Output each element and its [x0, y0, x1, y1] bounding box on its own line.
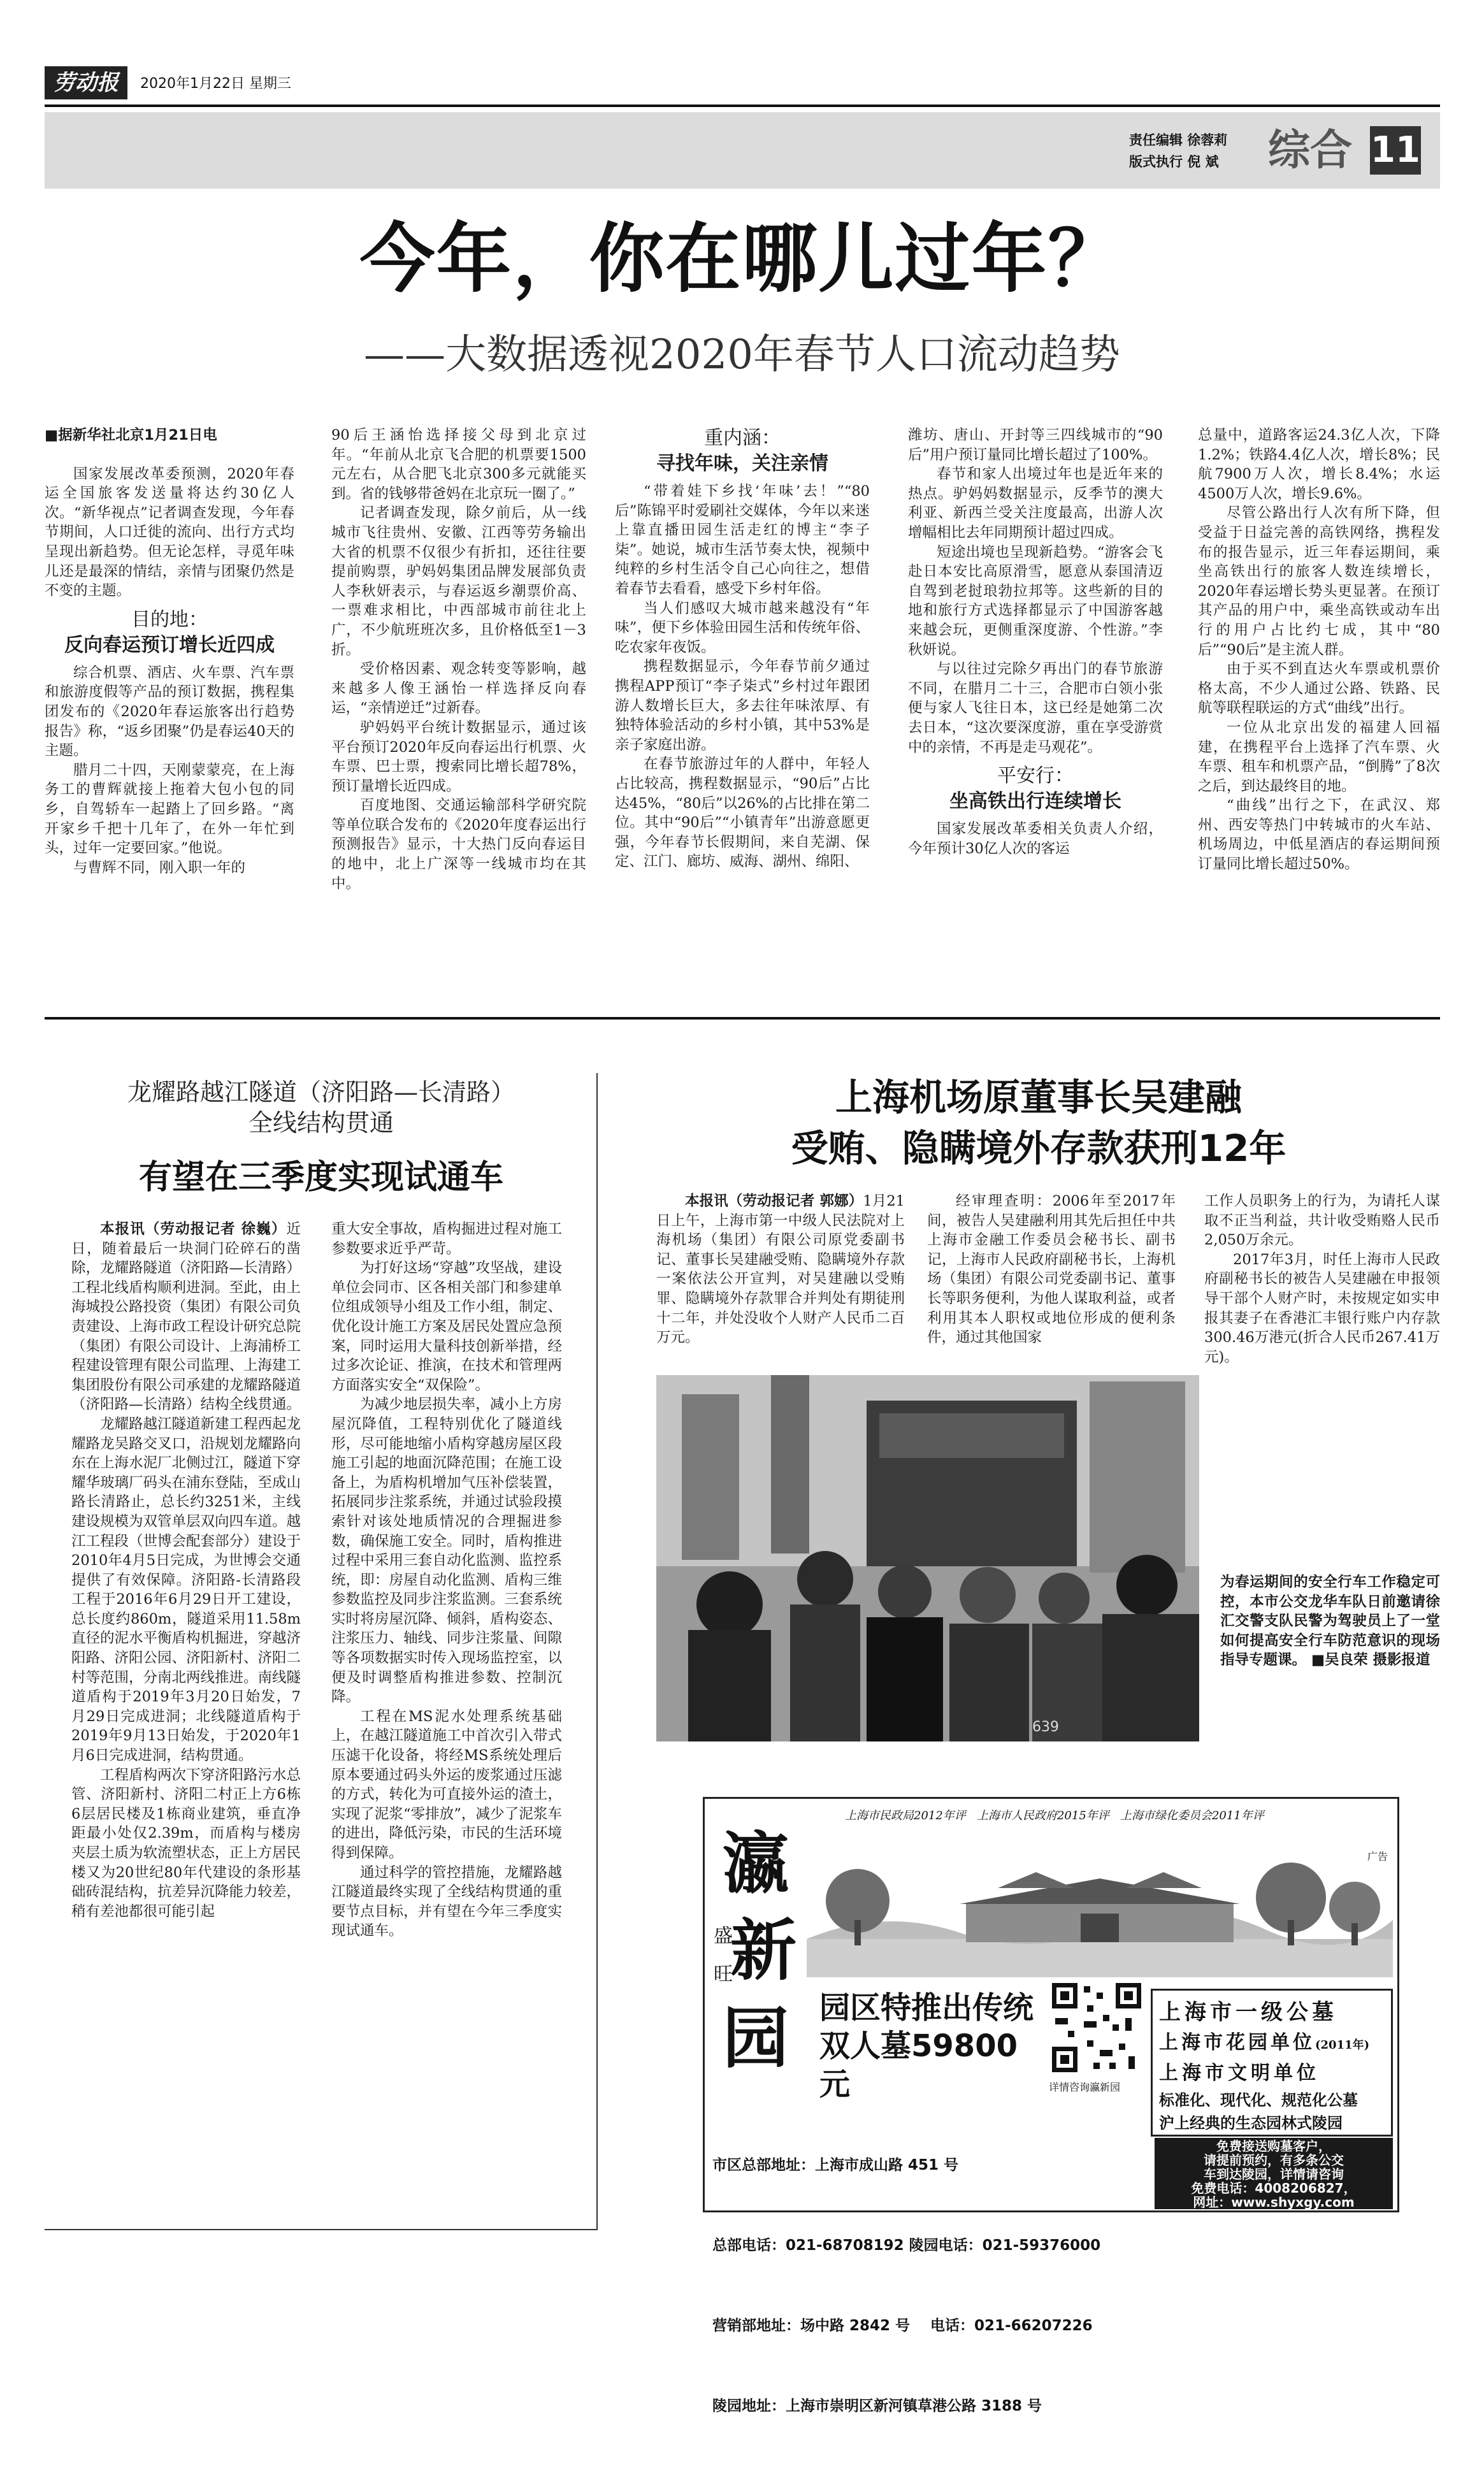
photo-caption	[1220, 1573, 1440, 1670]
lead-subtitle: ——大数据透视2020年春节人口流动趋势	[364, 331, 1120, 379]
lead-dateline: ■据新华社北京1月21日电	[45, 427, 217, 443]
lead-paragraph: 携程数据显示，今年春节前夕通过携程APP预订“李子柒式”乡村过年跟团游人数增长巨大，多去往年味浓厚、有独特体验活动的乡村小镇，其中53%是亲子家庭出游。	[615, 658, 870, 753]
lead-paragraph: 综合机票、酒店、火车票、汽车票和旅游度假等产品的预订数据，携程集团发布的《2020年春运旅客出行趋势报告》称，“返乡团聚”仍是春运40天的主题。	[45, 664, 294, 760]
tunnel-paragraph: 工程在MS泥水处理系统基础上，在越江隧道施工中首次引入带式压滤干化设备，将经MS系统处理后原本要通过码头外运的废浆通过压滤的方式，转化为可直接外运的渣土，实现了泥浆“零排放”，减少了泥浆车的进出，降低污染，市民的生活环境得到保障。	[331, 1708, 562, 1861]
ad-contacts	[712, 2098, 1152, 2473]
tunnel-column-2	[331, 1220, 562, 1941]
lead-paragraph: 记者调查发现，除夕前后，从一线城市飞往贵州、安徽、江西等劳务输出大省的机票不仅很少有折扣，还往往要提前购票，驴妈妈集团品牌发展部负责人李秋妍表示，与春运返乡潮票价高、一票难求相比，中西部城市前往北上广，不少航班班次多，且价格低至1－3折。	[331, 505, 586, 658]
lead-paragraph: 尽管公路出行人次有所下降，但受益于日益完善的高铁网络，携程发布的报告显示，近三年春运期间，乘坐高铁出行的旅客人数连续增长，2020年春运增长势头更显著。在预订其产品的用户中，乘坐高铁或动车出行的用户占比约七成，其中“80后”“90后”是主流人群。	[1198, 505, 1440, 658]
page-number: 11	[1370, 126, 1421, 175]
lead-title: 今年，你在哪儿过年？	[359, 215, 1125, 303]
masthead-logo: 劳动报	[45, 66, 127, 99]
lead-paragraph: “曲线”出行之下，在武汉、郑州、西安等热门中转城市的火车站、机场周边，中低星酒店的春运期间预订量同比增长超过50%。	[1198, 797, 1440, 873]
airport-column-1	[656, 1192, 905, 1348]
airport-headline-line-2: 受贿、隐瞒境外存款获刑12年	[791, 1127, 1286, 1170]
lead-column-4	[908, 426, 1163, 858]
ad-cemetery-address: 陵园地址：上海市崇明区新河镇草港公路 3188 号	[712, 2398, 1042, 2414]
lead-paragraph: 驴妈妈平台统计数据显示，通过该平台预订2020年反向春运出行机票、火车票、巴士票，搜索同比增长超78%，预订量增长近四成。	[331, 719, 586, 795]
ad-small-1: 盛	[714, 1925, 733, 1947]
airport-paragraph: 2017年3月，时任上海市人民政府副秘书长的被告人吴建融在申报领导干部个人财产时，未按规定如实申报其妻子在香港汇丰银行账户内存款300.46万港元(折合人民币267.41万元)。	[1204, 1251, 1440, 1366]
airport-byline: 本报讯（劳动报记者 郭娜）	[685, 1193, 863, 1209]
airport-paragraph: 工作人员职务上的行为，为请托人谋取不正当利益，共计收受贿赂人民币2,050万余元。	[1204, 1193, 1440, 1249]
ad-badge-1: 上海市一级公墓	[1159, 2000, 1337, 2025]
ad-service-1: 免费接送购墓客户，	[1216, 2138, 1331, 2154]
editor-line-2: 版式执行 倪 斌	[1129, 154, 1219, 169]
news-photo	[656, 1375, 1199, 1741]
tunnel-column-1	[71, 1220, 301, 1921]
airport-headline	[637, 1072, 1440, 1174]
masthead-rule	[45, 105, 1440, 107]
ad-slogan-1: 标准化、现代化、规范化公墓	[1159, 2091, 1358, 2109]
tunnel-kicker-line-2: 全线结构贯通	[248, 1109, 394, 1137]
tunnel-kicker	[45, 1077, 598, 1138]
subhead-connotation-label: 重内涵：	[704, 427, 781, 449]
ad-badge-3: 上海市文明单位	[1159, 2062, 1320, 2084]
ad-badges	[1151, 1989, 1393, 2137]
ad-cemetery-illustration	[807, 1843, 1393, 1977]
ad-small-2: 旺	[714, 1963, 733, 1986]
subhead-connotation-text: 寻找年味，关注亲情	[656, 452, 828, 475]
ad-name-3: 园	[723, 1999, 789, 2077]
section-name: 综合	[1268, 125, 1352, 175]
qr-label: 详情咨询瀛新园	[1049, 2081, 1121, 2093]
cemetery-ad	[703, 1797, 1399, 2414]
subhead-connotation	[615, 426, 870, 477]
subhead-safety-text: 坐高铁出行连续增长	[949, 790, 1121, 813]
ad-name-2: 新	[730, 1911, 797, 1989]
photo-illustration	[656, 1375, 1199, 1741]
lead-paragraph: 一位从北京出发的福建人回福建，在携程平台上选择了汽车票、火车票、租车和机票产品，“倒腾”了8次之后，到达最终目的地。	[1198, 719, 1440, 795]
qr-code-icon	[1049, 1980, 1144, 2075]
airport-paragraph: 经审理查明：2006年至2017年间，被告人吴建融利用其先后担任中共上海市金融工作委员会秘书长、副书记，上海市人民政府副秘书长，上海机场（集团）有限公司党委副书记、董事长等职务便利，为他人谋取利益，或者利用其本人职权或地位形成的便利条件，通过其他国家	[927, 1193, 1176, 1346]
lead-paragraph: 90后王涵怡选择接父母到北京过年。“年前从北京飞合肥的机票要1500元左右，从合肥飞北京300多元就能买到。省的钱够带爸妈在北京玩一圈了。”	[331, 427, 586, 502]
lead-paragraph: 当人们感叹大城市越来越没有“年味”，便下乡体验田园生活和传统年俗、吃农家年夜饭。	[615, 600, 870, 656]
masthead	[45, 61, 1440, 105]
airport-paragraph	[656, 1192, 905, 1348]
lead-paragraph: 国家发展改革委预测，2020年春运全国旅客发送量将达约30亿人次。“新华视点”记者调查发现，今年春节期间，人口迁徙的流向、出行方式均呈现出新趋势。但无论怎样，寻觅年味儿还是最深的情结，亲情与团聚仍然是不变的主题。	[45, 465, 294, 600]
ad-promo-line-1: 园区特推出传统	[819, 1990, 1034, 2026]
airport-lead-text: 1月21日上午，上海市第一中级人民法院对上海机场（集团）有限公司原党委副书记、董事长吴建融受贿、隐瞒境外存款一案依法公开宣判，对吴建融以受贿罪、隐瞒境外存款罪合并判处有期徒刑十二年，并处没收个人财产人民币二百万元。	[656, 1193, 905, 1346]
lead-paragraph: 国家发展改革委相关负责人介绍，今年预计30亿人次的客运	[908, 821, 1163, 857]
lead-paragraph: 受价格因素、观念转变等影响，越来越多人像王涵怡一样选择反向春运，“亲情逆迁”过新春。	[331, 661, 586, 717]
lead-paragraph: 与以往过完除夕再出门的春节旅游不同，在腊月二十三，合肥市白领小张便与家人飞往日本，这已经是她第二次去日本，“这次要深度游，重在享受游赏中的亲情，不再是走马观花”。	[908, 661, 1163, 756]
editor-line-1: 责任编辑 徐蓉莉	[1129, 133, 1228, 148]
ad-address-hq: 市区总部地址：上海市成山路 451 号	[712, 2157, 959, 2174]
tunnel-paragraph	[71, 1220, 301, 1415]
tunnel-headline: 有望在三季度实现试通车	[138, 1158, 503, 1197]
ad-promo	[819, 1989, 1036, 2103]
subhead-destination-text: 反向春运预订增长近四成	[64, 633, 275, 656]
tunnel-paragraph: 工程盾构两次下穿济阳路污水总管、济阳新村、济阳二村正上方6栋6层居民楼及1栋商业建筑，垂直净距最小处仅2.39m，而盾构与楼房夹层土质为软流塑状态，正上方居民楼又为20世纪80年代建设的条形基础砖混结构，抗差异沉降能力较差，稍有差池都很可能引起	[71, 1766, 301, 1920]
ad-badge-2-year: (2011年)	[1315, 2038, 1370, 2052]
tunnel-paragraph: 通过科学的管控措施，龙耀路越江隧道最终实现了全线结构贯通的重要节点目标，并有望在今年三季度实现试通车。	[331, 1864, 562, 1940]
ad-service-5: 网址：www.shyxgy.com	[1193, 2195, 1355, 2210]
ad-service-4: 免费电话：4008206827，	[1191, 2181, 1357, 2196]
section-header	[45, 112, 1440, 189]
tunnel-paragraph: 龙耀路越江隧道新建工程西起龙耀路龙吴路交叉口，沿规划龙耀路向东在上海水泥厂北侧过江，隧道下穿耀华玻璃厂码头在浦东登陆，至成山路长清路止，总长约3251米，主线建设规模为双管单层双向四车道。越江工程段（世博会配套部分）建设于2010年4月5日完成，为世博会交通提供了有效保障。济阳路-长清路段工程于2016年6月29日开工建设，总长度约860m，隧道采用11.58m直径的泥水平衡盾构机掘进，穿越济阳路、济阳公园、济阳新村、济阳二村等范围，分南北两线推进。南线隧道盾构于2019年3月20日始发，7月29日完成进洞；北线隧道盾构于2019年9月13日始发，于2020年1月6日完成进洞，结构贯通。	[71, 1415, 301, 1764]
lead-paragraph: 春节和家人出境过年也是近年来的热点。驴妈妈数据显示，反季节的澳大利亚、新西兰受关注度最高，出游人次增幅相比去年同期预计超过四成。	[908, 466, 1163, 541]
subhead-destination-label: 目的地：	[131, 608, 208, 631]
lead-column-2	[331, 426, 586, 893]
lead-paragraph: 腊月二十四，天刚蒙蒙亮，在上海务工的曹辉就接上拖着大包小包的同乡，自驾轿车一起踏上了回乡路。“离开家乡千把十几年了，在外一年忙到头，过年一定要回家。”他说。	[45, 761, 294, 857]
lead-column-1	[45, 426, 294, 877]
lead-paragraph: 百度地图、交通运输部科学研究院等单位联合发布的《2020年度春运出行预测报告》显示，十大热门反向春运目的地中，北上广深等一线城市均在其中。	[331, 797, 586, 892]
lead-paragraph: 总量中，道路客运24.3亿人次，下降1.2%；铁路4.4亿人次，增长8%；民航7900万人次，增长8.4%；水运4500万人次，增长9.6%。	[1198, 427, 1440, 502]
lead-paragraph: 在春节旅游过年的人群中，年轻人占比较高，携程数据显示，“90后”占比达45%，“80后”以26%的占比排在第二位。其中“90后”“小镇青年”出游意愿更强，今年春节长假期间，来自芜湖、保定、江门、廊坊、威海、湖州、绵阳、	[615, 756, 870, 870]
tunnel-paragraph: 为打好这场“穿越”攻坚战，建设单位会同市、区各相关部门和参建单位组成领导小组及工作小组，制定、优化设计施工方案及居民处置应急预案，同时运用大量科技创新举措，经过多次论证、推演，在技术和管理两方面落实安全“双保险”。	[331, 1260, 562, 1394]
ad-promo-line-2: 双人墓59800元	[819, 2028, 1018, 2102]
airport-headline-line-1: 上海机场原董事长吴建融	[835, 1076, 1242, 1119]
lead-paragraph: 潍坊、唐山、开封等三四线城市的“90后”用户预订量同比增长超过了100%。	[908, 427, 1163, 463]
airport-column-2	[927, 1192, 1176, 1348]
ad-sales-office: 营销部地址：场中路 2842 号 电话：021-66207226	[712, 2318, 1093, 2334]
lead-paragraph: 与曹辉不同，刚入职一年的	[73, 859, 246, 876]
subhead-safety-label: 平安行：	[997, 765, 1074, 788]
ad-badge-2-text: 上海市花园单位	[1159, 2031, 1315, 2054]
ad-name-1: 瀛	[723, 1824, 789, 1903]
ad-badge-2	[1159, 2026, 1369, 2054]
photo-credit: ■吴良荣 摄影报道	[1311, 1652, 1430, 1669]
subhead-safety	[908, 763, 1163, 814]
lead-column-5	[1198, 426, 1440, 874]
ad-service-2: 请提前预约，有多条公交	[1204, 2152, 1344, 2168]
photo-caption-text	[1220, 1573, 1440, 1670]
tunnel-paragraph: 为减少地层损失率，减小上方房屋沉降值，工程特别优化了隧道线形，尽可能地缩小盾构穿越房屋区段施工引起的地面沉降范围；在施工设备上，为盾构机增加气压补偿装置，拓展同步注浆系统，并通过试验段摸索针对该处地质情况的合理掘进参数，确保施工安全。同时，盾构推进过程中采用三套自动化监测、监控系统，即：房屋自动化监测、盾构三维参数监控及同步注浆监测。三套系统实时将房屋沉降、倾斜，盾构姿态、注浆压力、轴线、同步注浆量、间隙等各项数据实时传入现场监控室，以便及时调整盾构推进参数、控制沉降。	[331, 1396, 562, 1706]
lead-paragraph: “带着娃下乡找‘年味’去！”“80后”陈锦平时爱刷社交媒体，今年以来迷上靠直播田园生活走红的博主“李子柒”。她说，城市生活节奏太快，视频中纯粹的乡村生活令自己心向往之，想借着春节去看看，感受下乡村年俗。	[615, 483, 870, 597]
ad-phones: 总部电话：021-68708192 陵园电话：021-59376000	[712, 2237, 1101, 2254]
lead-column-3	[615, 426, 870, 872]
ad-slogan-2: 沪上经典的生态园林式陵园	[1159, 2114, 1343, 2132]
tunnel-paragraph: 重大安全事故，盾构掘进过程对施工参数要求近乎严苛。	[331, 1221, 562, 1257]
ad-service-3: 车到达陵园，详情请咨询	[1204, 2167, 1344, 2182]
airport-column-3	[1204, 1192, 1440, 1367]
masthead-date: 2020年1月22日 星期三	[140, 76, 291, 92]
bus-number: 639	[1032, 1719, 1059, 1735]
photo-caption-body: 为春运期间的安全行车工作稳定可控，本市公交龙华车队日前邀请徐汇交警支队民警为驾驶员上了一堂如何提高安全行车防范意识的现场指导专题课。	[1220, 1574, 1440, 1669]
ad-service-box	[1155, 2138, 1393, 2209]
tunnel-lead-text: 近日，随着最后一块洞门砼碎石的凿除，龙耀路隧道（济阳路—长清路）工程北线盾构顺利进洞。至此，由上海城投公路投资（集团）有限公司负责建设、上海市政工程设计研究总院（集团）有限公司设计、上海浦桥工程建设管理有限公司监理、上海建工集团股份有限公司承建的龙耀路隧道（济阳路—长清路）结构全线贯通。	[71, 1221, 301, 1413]
section-divider	[45, 1017, 1440, 1020]
subhead-destination	[45, 607, 294, 658]
ad-awards: 上海市民政局2012年评 上海市人民政府2015年评 上海市绿化委员会2011年评	[845, 1809, 1264, 1822]
lead-paragraph: 由于买不到直达火车票或机票价格太高，不少人通过公路、铁路、民航等联程联运的方式“曲线”出行。	[1198, 661, 1440, 717]
tunnel-kicker-line-1: 龙耀路越江隧道（济阳路—长清路）	[127, 1078, 515, 1106]
ad-tag: 广告	[1367, 1850, 1388, 1863]
lead-paragraph: 短途出境也呈现新趋势。“游客会飞赴日本安比高原滑雪，愿意从泰国清迈自驾到老挝琅勃拉邦等。这些新的目的地和旅行方式选择都显示了中国游客越来越会玩，更侧重深度游、个性游。”李秋妍说。	[908, 544, 1163, 658]
tunnel-byline: 本报讯（劳动报记者 徐巍）	[100, 1221, 287, 1237]
